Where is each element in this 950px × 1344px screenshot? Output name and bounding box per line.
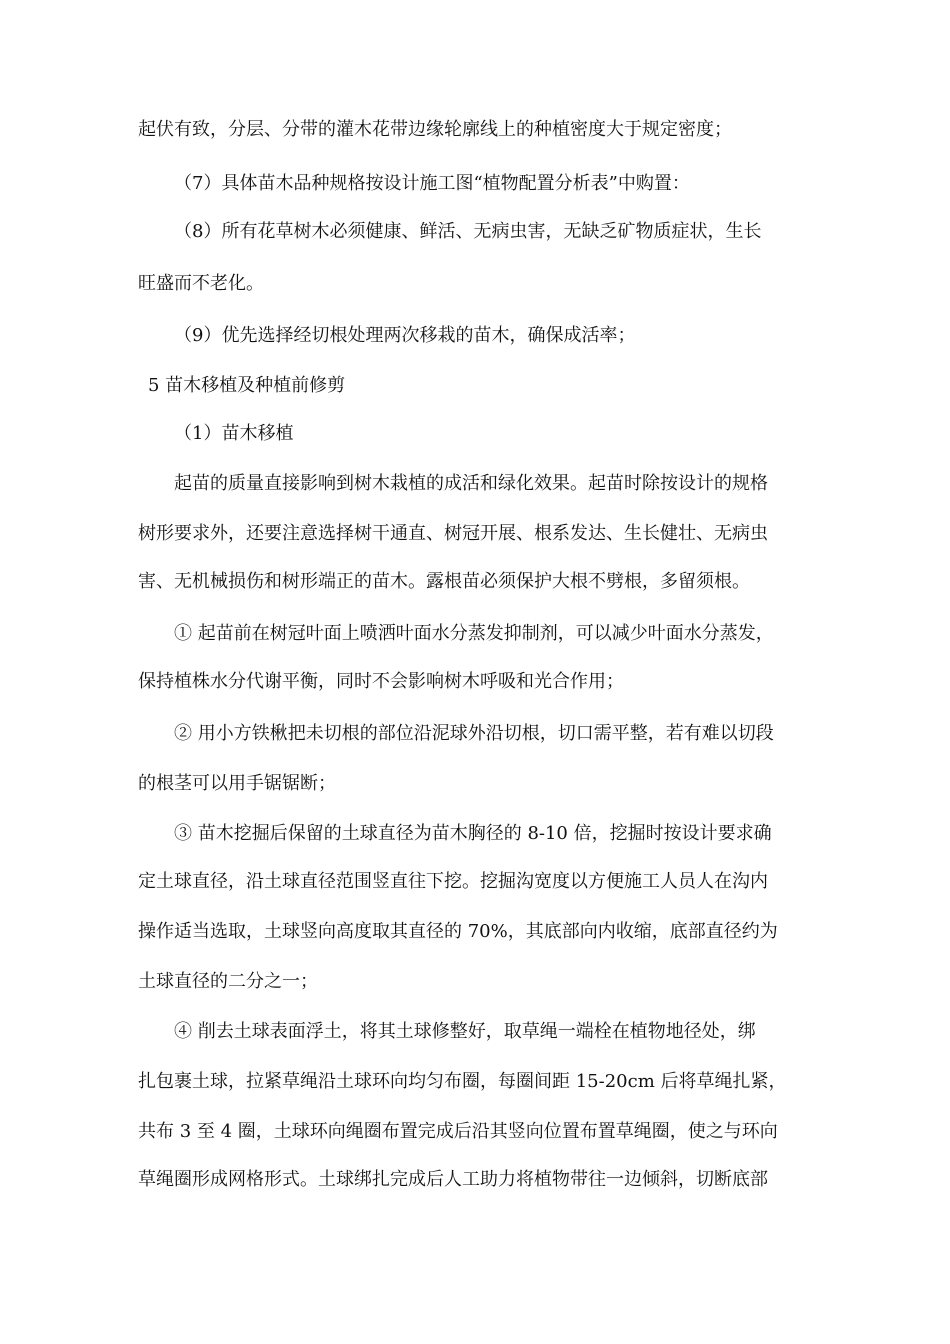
text-line: （8）所有花草树木必须健康、鲜活、无病虫害，无缺乏矿物质症状，生长 xyxy=(174,221,762,242)
text-line: 土球直径的二分之一； xyxy=(138,971,318,992)
text-line: 共布 3 至 4 圈，土球环向绳圈布置完成后沿其竖向位置布置草绳圈，使之与环向 xyxy=(138,1121,778,1142)
text-line: ① 起苗前在树冠叶面上喷洒叶面水分蒸发抑制剂，可以减少叶面水分蒸发， xyxy=(174,623,774,644)
text-line: ② 用小方铁楸把未切根的部位沿泥球外沿切根，切口需平整，若有难以切段 xyxy=(174,723,774,744)
text-line: ③ 苗木挖掘后保留的土球直径为苗木胸径的 8-10 倍，挖掘时按设计要求确 xyxy=(174,823,772,844)
section-heading: 5 苗木移植及种植前修剪 xyxy=(148,375,346,396)
text-line: （7）具体苗木品种规格按设计施工图“植物配置分析表”中购置： xyxy=(174,173,690,194)
text-line: （9）优先选择经切根处理两次移栽的苗木，确保成活率； xyxy=(174,325,636,346)
text-line: ④ 削去土球表面浮土，将其土球修整好，取草绳一端栓在植物地径处，绑 xyxy=(174,1021,756,1042)
text-line: 害、无机械损伤和树形端正的苗木。露根苗必须保护大根不劈根，多留须根。 xyxy=(138,571,750,592)
text-line: 起苗的质量直接影响到树木栽植的成活和绿化效果。起苗时除按设计的规格 xyxy=(174,473,768,494)
text-line: 扎包裹土球，拉紧草绳沿土球环向均匀布圈，每圈间距 15-20cm 后将草绳扎紧， xyxy=(138,1071,787,1092)
text-line: 树形要求外，还要注意选择树干通直、树冠开展、根系发达、生长健壮、无病虫 xyxy=(138,523,768,544)
text-line: 定土球直径，沿土球直径范围竖直往下挖。挖掘沟宽度以方便施工人员人在沟内 xyxy=(138,871,768,892)
subsection-heading: （1）苗木移植 xyxy=(174,423,294,444)
text-line: 草绳圈形成网格形式。土球绑扎完成后人工助力将植物带往一边倾斜，切断底部 xyxy=(138,1169,768,1190)
text-line: 起伏有致，分层、分带的灌木花带边缘轮廓线上的种植密度大于规定密度； xyxy=(138,119,732,140)
text-line: 的根茎可以用手锯锯断； xyxy=(138,773,336,794)
text-line: 操作适当选取，土球竖向高度取其直径的 70%，其底部向内收缩，底部直径约为 xyxy=(138,921,778,942)
text-line: 保持植株水分代谢平衡，同时不会影响树木呼吸和光合作用； xyxy=(138,671,624,692)
text-line: 旺盛而不老化。 xyxy=(138,273,264,294)
